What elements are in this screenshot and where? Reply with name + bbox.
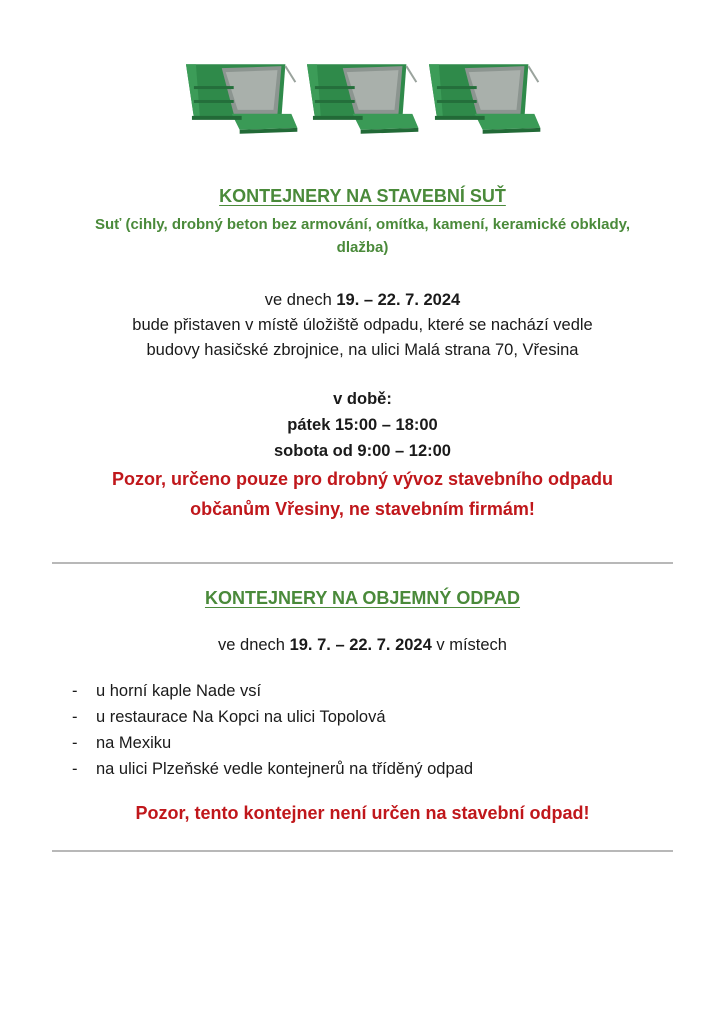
location-line: bude přistaven v místě úložiště odpadu, které se nachází vedle xyxy=(132,316,593,334)
dumpster-container-icon xyxy=(303,58,420,138)
location-line: budovy hasičské zbrojnice, na ulici Malá strana 70, Vřesina xyxy=(146,341,579,359)
dumpster-container-icon xyxy=(182,58,299,138)
list-bullet: - xyxy=(72,708,78,726)
section2-date xyxy=(40,633,685,658)
list-bullet: - xyxy=(72,682,78,700)
list-item-text: u horní kaple Nade vsí xyxy=(96,682,262,700)
list-bullet: - xyxy=(72,734,78,752)
section-title: KONTEJNERY NA STAVEBNÍ SUŤ xyxy=(219,186,506,206)
subtitle-line: Suť (cihly, drobný beton bez armování, omítka, kamení, keramické obklady, xyxy=(94,216,631,233)
divider xyxy=(52,850,673,852)
date-value: 19. 7. – 22. 7. 2024 xyxy=(289,636,432,654)
container-images xyxy=(182,58,542,138)
dumpster-container-icon xyxy=(425,58,542,138)
section-subtitle xyxy=(40,213,685,259)
divider xyxy=(52,562,673,564)
list-item xyxy=(72,704,473,730)
location-list xyxy=(72,678,473,782)
section-construction-waste xyxy=(40,186,685,259)
warning-line: Pozor, určeno pouze pro drobný vývoz stavebního odpadu xyxy=(111,469,614,489)
time-heading: v době: xyxy=(333,390,392,408)
date-suffix: v místech xyxy=(431,636,507,654)
section2-warning xyxy=(40,798,685,828)
list-item xyxy=(72,678,473,704)
date-value: 19. – 22. 7. 2024 xyxy=(336,291,461,309)
section-bulky-waste xyxy=(40,588,685,609)
section1-times xyxy=(40,386,685,464)
list-item-text: na Mexiku xyxy=(96,734,172,752)
date-line xyxy=(40,288,685,313)
date-prefix: ve dnech xyxy=(218,636,290,654)
section1-info xyxy=(40,288,685,363)
warning-line: Pozor, tento kontejner není určen na stavební odpad! xyxy=(135,803,590,823)
time-friday: pátek 15:00 – 18:00 xyxy=(287,416,438,434)
section-title: KONTEJNERY NA OBJEMNÝ ODPAD xyxy=(204,588,521,608)
subtitle-line: dlažba) xyxy=(336,239,389,256)
section1-warning xyxy=(40,464,685,524)
list-bullet: - xyxy=(72,760,78,778)
list-item-text: na ulici Plzeňské vedle kontejnerů na tříděný odpad xyxy=(96,760,473,778)
list-item xyxy=(72,730,473,756)
date-prefix: ve dnech xyxy=(264,291,337,309)
list-item-text: u restaurace Na Kopci na ulici Topolová xyxy=(96,708,386,726)
list-item xyxy=(72,756,473,782)
warning-line: občanům Vřesiny, ne stavebním firmám! xyxy=(190,499,535,519)
time-saturday: sobota od 9:00 – 12:00 xyxy=(274,442,451,460)
